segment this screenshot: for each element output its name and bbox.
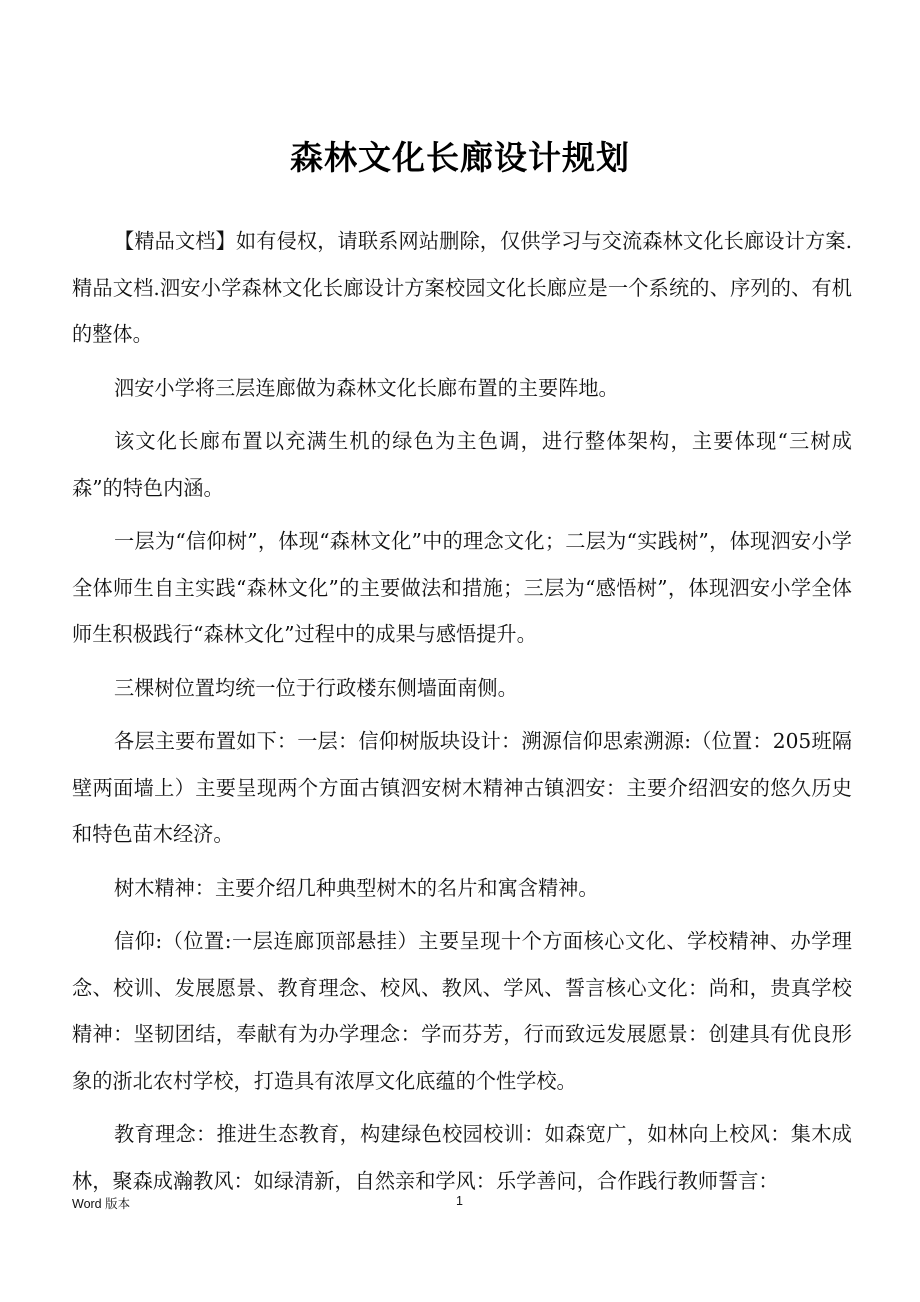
paragraph: 信仰:（位置:一层连廊顶部悬挂）主要呈现十个方面核心文化、学校精神、办学理念、校训、发展愿景、教育理念、校风、教风、学风、誓言核心文化：尚和，贵真学校精神：坚韧团结，奉献有为办学理念：学而芬芳，行而致远发展愿景：创建具有优良形象的浙北农村学校，打造具有浓厚文化底蕴的个性学校。 (72, 929, 852, 1093)
paragraph: 该文化长廊布置以充满生机的绿色为主色调，进行整体架构，主要体现“三树成森”的特色内涵。 (72, 429, 852, 500)
paragraph: 三棵树位置均统一位于行政楼东侧墙面南侧。 (114, 675, 518, 700)
footer-version-label: Word 版本 (72, 1197, 131, 1211)
paragraph: 【精品文档】如有侵权，请联系网站删除，仅供学习与交流森林文化长廊设计方案.精品文档.泗安小学森林文化长廊设计方案校园文化长廊应是一个系统的、序列的、有机的整体。 (72, 229, 852, 346)
paragraph: 教育理念：推进生态教育，构建绿色校园校训：如森宽广，如林向上校风：集木成林，聚森成瀚教风：如绿清新，自然亲和学风：乐学善问，合作践行教师誓言： (72, 1122, 852, 1193)
paragraph: 各层主要布置如下：一层：信仰树版块设计：溯源信仰思索溯源:（位置：205班隔壁两面墙上）主要呈现两个方面古镇泗安树木精神古镇泗安：主要介绍泗安的悠久历史和特色苗木经济。 (72, 729, 852, 846)
paragraph: 一层为“信仰树”，体现“森林文化”中的理念文化；二层为“实践树”，体现泗安小学全体师生自主实践“森林文化”的主要做法和措施；三层为“感悟树”，体现泗安小学全体师生积极践行“森林文化”过程中的成果与感悟提升。 (72, 529, 852, 646)
page-number: 1 (456, 1194, 463, 1208)
document-body (72, 218, 852, 1211)
paragraph: 树木精神：主要介绍几种典型树木的名片和寓含精神。 (114, 875, 599, 900)
document-title: 森林文化长廊设计规划 (290, 138, 630, 177)
paragraph: 泗安小学将三层连廊做为森林文化长廊布置的主要阵地。 (114, 375, 619, 400)
